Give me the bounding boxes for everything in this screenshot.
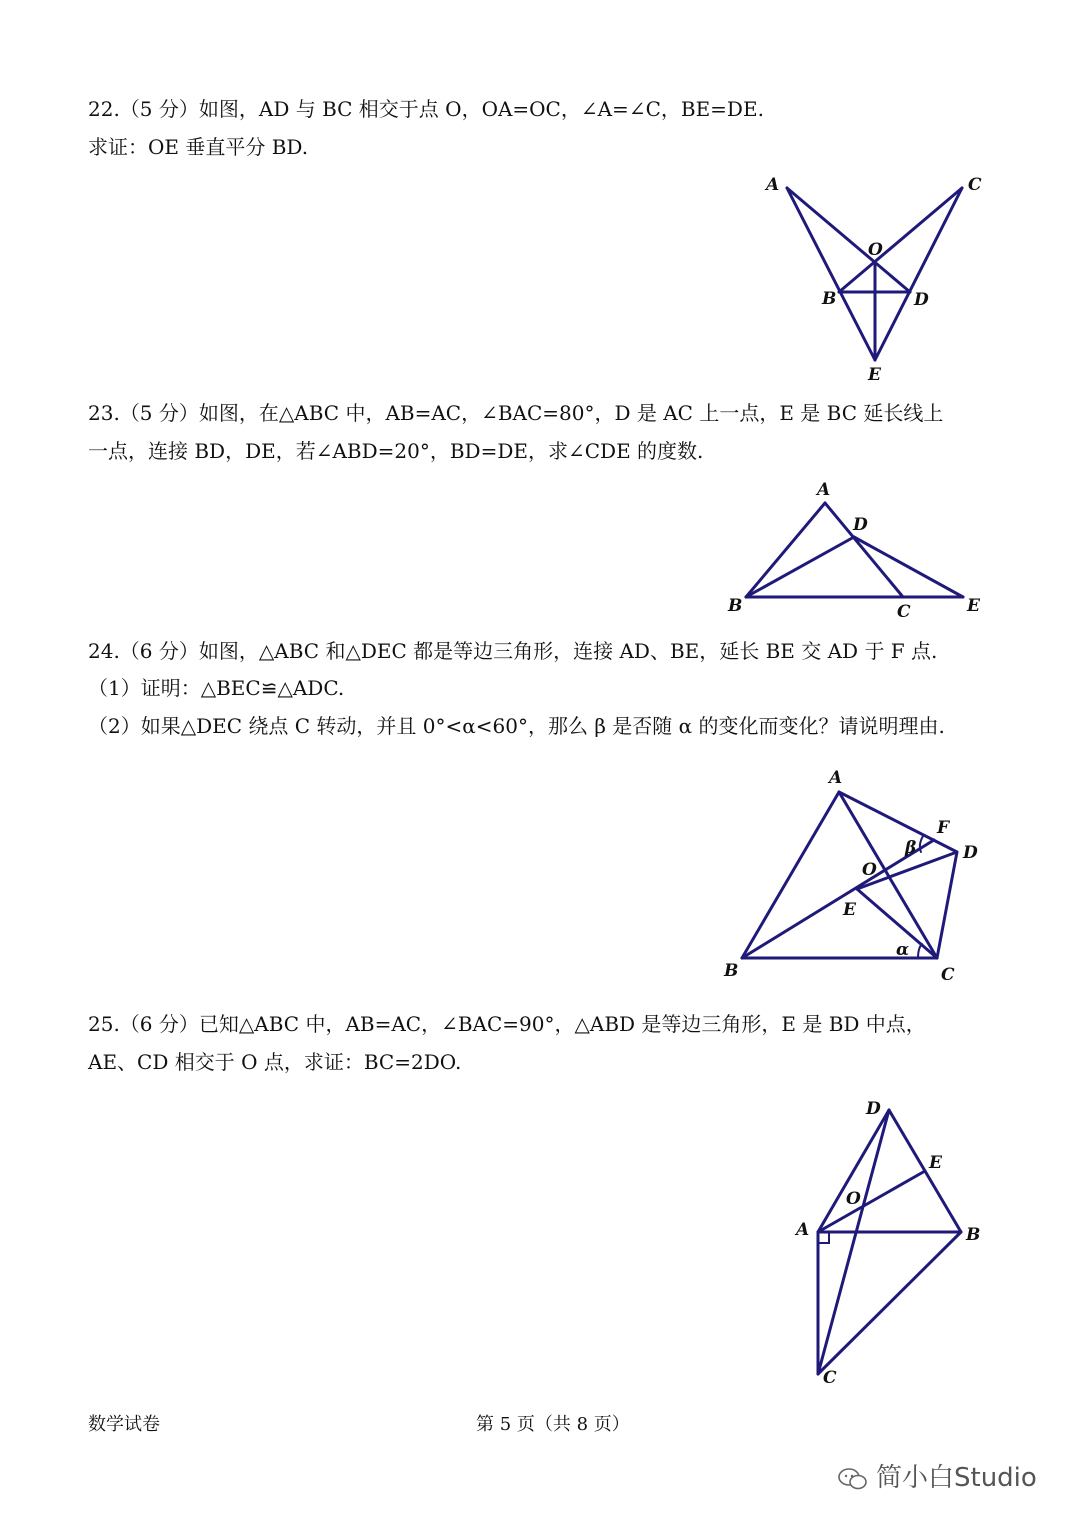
q25-seg-bc xyxy=(818,1232,961,1374)
q22-line2: 求证：OE 垂直平分 BD. xyxy=(88,135,309,159)
q24-line1: 24.（6 分）如图，△ABC 和△DEC 都是等边三角形，连接 AD、BE，延长 BE 交 AD 于 F 点. xyxy=(88,639,938,663)
q25-label-b: B xyxy=(966,1225,981,1245)
q22-label-b: B xyxy=(822,289,837,309)
q25-right-angle-mark xyxy=(818,1232,829,1243)
footer-page-number: 第 5 页（共 8 页） xyxy=(476,1414,630,1435)
q25-seg-da xyxy=(818,1110,889,1232)
q25-line2: AE、CD 相交于 O 点，求证：BC=2DO. xyxy=(88,1050,462,1074)
watermark xyxy=(838,1457,1037,1494)
q24-label-d: D xyxy=(963,843,978,863)
q23-seg-de xyxy=(854,537,963,597)
q23-seg-bd xyxy=(746,537,854,597)
wechat-icon xyxy=(838,1468,868,1490)
q24-label-alpha: α xyxy=(896,940,910,960)
q24-line3: （2）如果△DEC 绕点 C 转动，并且 0°<α<60°，那么 β 是否随 α 的变化而变化？请说明理由. xyxy=(88,714,945,738)
q24-label-b: B xyxy=(724,961,739,981)
q25-label-a: A xyxy=(796,1220,810,1240)
q25-label-o: O xyxy=(846,1189,861,1209)
q24-label-o: O xyxy=(862,860,877,880)
q24-beta-arc xyxy=(920,836,923,852)
q25-label-c: C xyxy=(823,1368,837,1388)
q22-seg-cb xyxy=(839,188,962,292)
q22-seg-ad xyxy=(787,188,910,292)
q23-label-b: B xyxy=(728,596,743,616)
q23-figure xyxy=(720,475,1000,625)
watermark-text: 简小白Studio xyxy=(876,1463,1037,1493)
q22-label-d: D xyxy=(914,290,929,310)
footer-subject: 数学试卷 xyxy=(88,1414,160,1435)
q24-label-c: C xyxy=(941,965,955,985)
q23-label-e: E xyxy=(967,596,980,616)
q23-label-c: C xyxy=(897,602,911,622)
q24-label-a: A xyxy=(829,768,843,788)
q24-seg-ab xyxy=(742,792,839,958)
q24-label-f: F xyxy=(937,818,950,838)
q24-seg-dc xyxy=(937,852,957,958)
q23-line2: 一点，连接 BD，DE，若∠ABD=20°，BD=DE，求∠CDE 的度数. xyxy=(88,439,704,463)
q23-seg-ab xyxy=(746,503,825,597)
q22-label-a: A xyxy=(766,175,780,195)
q24-line2: （1）证明：△BEC≌△ADC. xyxy=(88,676,345,700)
q24-alpha-arc xyxy=(918,944,922,958)
q22-label-c: C xyxy=(968,175,982,195)
q22-label-e: E xyxy=(868,365,881,385)
q24-label-e: E xyxy=(843,900,856,920)
q22-label-o: O xyxy=(868,240,883,260)
q25-label-e: E xyxy=(929,1153,942,1173)
q24-label-beta: β xyxy=(905,838,917,858)
q24-figure xyxy=(715,760,1005,990)
q23-label-a: A xyxy=(817,480,831,500)
q22-line1: 22.（5 分）如图，AD 与 BC 相交于点 O，OA=OC，∠A=∠C，BE=DE. xyxy=(88,97,764,121)
q23-line1: 23.（5 分）如图，在△ABC 中，AB=AC，∠BAC=80°，D 是 AC 上一点，E 是 BC 延长线上 xyxy=(88,401,944,425)
q25-label-d: D xyxy=(866,1099,881,1119)
q22-figure xyxy=(750,170,1000,390)
q25-line1: 25.（6 分）已知△ABC 中，AB=AC，∠BAC=90°，△ABD 是等边三角形，E 是 BD 中点， xyxy=(88,1012,926,1036)
q25-figure xyxy=(785,1090,995,1390)
q23-label-d: D xyxy=(853,515,868,535)
